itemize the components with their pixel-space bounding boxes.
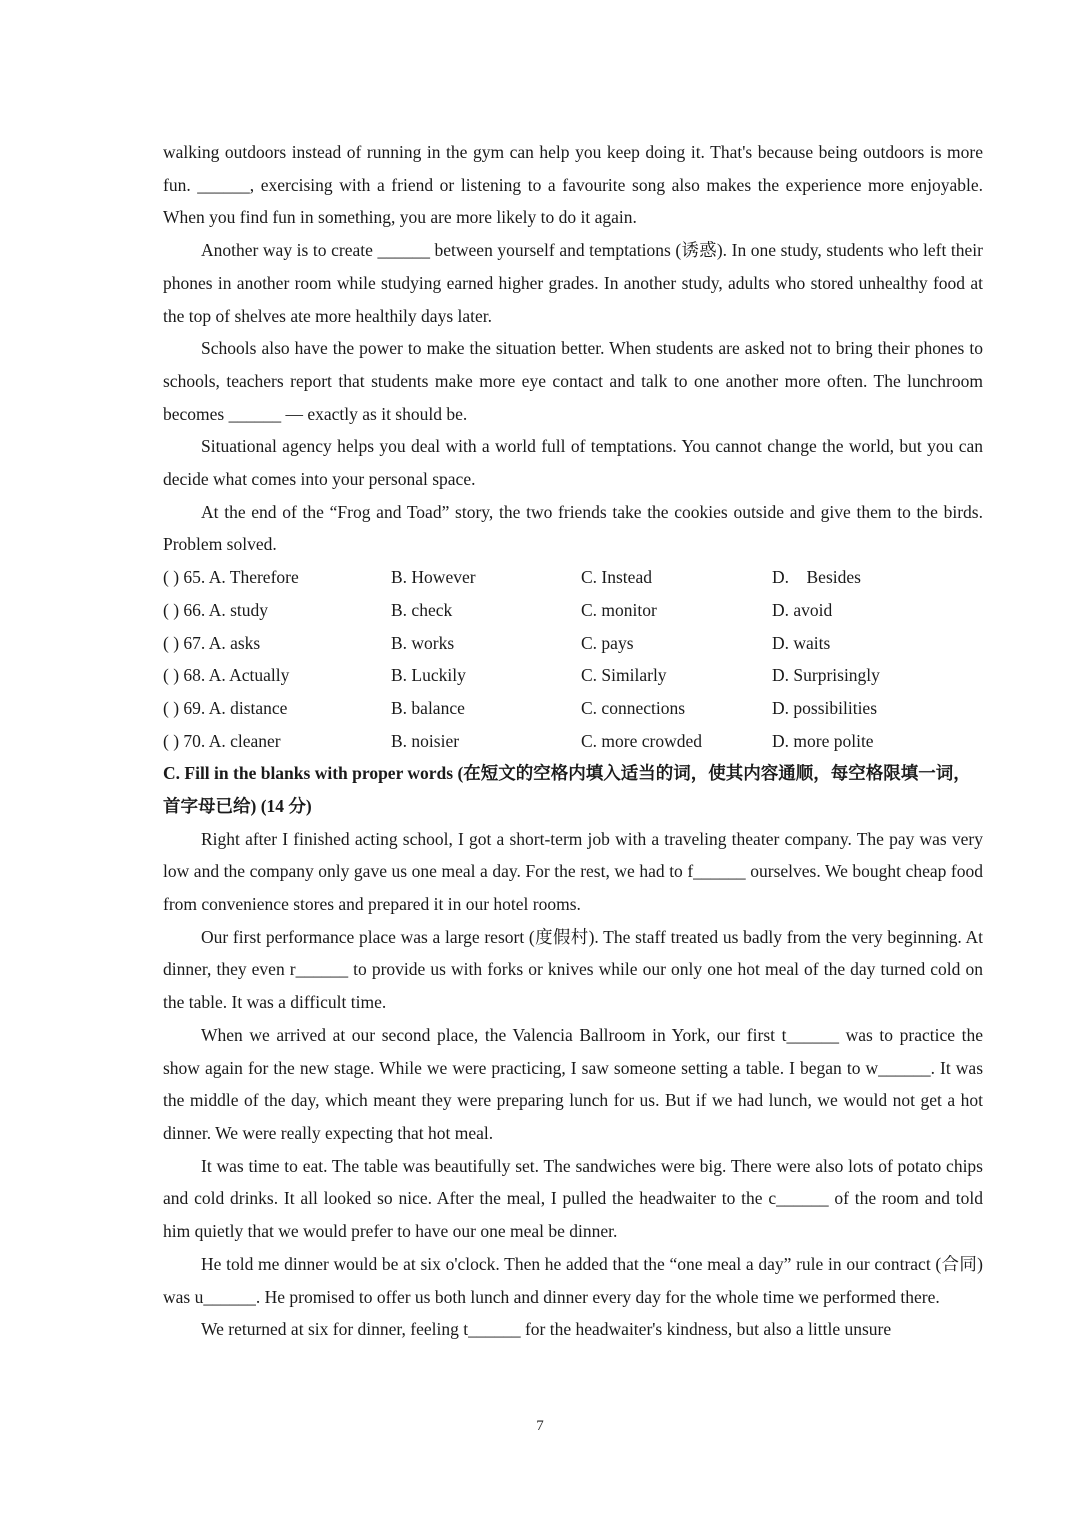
paragraph-returned-at-six: We returned at six for dinner, feeling t______ for the headwaiter's kindness, but also a little unsure <box>201 1319 892 1340</box>
section-c-title: C. Fill in the blanks with proper words (在短文的空格内填入适当的词，使其内容通顺，每空格限填一词，首字母已给) (14 分) <box>163 763 971 816</box>
option-67-b: B. works <box>391 632 455 653</box>
option-66-d: D. avoid <box>772 599 833 620</box>
answer-options <box>163 561 983 757</box>
option-row-65 <box>163 561 983 594</box>
paragraph-create-distance: Another way is to create ______ between yourself and temptations (诱惑). In one study, students who left their phones in another room while studying earned higher grades. In another study, adults who stored unhealthy food at the top of shelves ate more healthily days later. <box>163 240 983 326</box>
option-69-b: B. balance <box>391 697 465 718</box>
option-65-d: D. Besides <box>772 567 861 588</box>
option-68-d: D. Surprisingly <box>772 665 880 686</box>
option-row-70 <box>163 725 983 758</box>
option-69-c: C. connections <box>581 697 686 718</box>
paragraph-valencia-ballroom: When we arrived at our second place, the Valencia Ballroom in York, our first t______ was to practice the show again for the new stage. While we were practicing, I saw someone setting a table. I began to w______. It was the middle of the day, which meant they were preparing lunch for us. But if we had lunch, we would not get a hot dinner. We were really expecting that hot meal. <box>163 1024 983 1143</box>
option-70-a: ( ) 70. A. cleaner <box>163 730 281 751</box>
paragraph-dinner-at-six: He told me dinner would be at six o'clock. Then he added that the “one meal a day” rule in our contract (合同) was u______. He promised to offer us both lunch and dinner every day for the whole time we performed there. <box>163 1253 983 1307</box>
option-row-68 <box>163 659 983 692</box>
option-66-c: C. monitor <box>581 599 657 620</box>
option-68-b: B. Luckily <box>391 665 466 686</box>
option-65-b: B. However <box>391 567 476 588</box>
option-65-a: ( ) 65. A. Therefore <box>163 567 299 588</box>
page-number: 7 <box>536 1418 544 1434</box>
paragraph-exercise-fun: walking outdoors instead of running in the gym can help you keep doing it. That's because being outdoors is more fun. ______, exercising with a friend or listening to a favourite song also makes the experience more enjoyable. When you find fun in something, you are more likely to do it again. <box>163 142 983 228</box>
paragraph-situational-agency: Situational agency helps you deal with a world full of temptations. You cannot change the world, but you can decide what comes into your personal space. <box>163 436 983 490</box>
option-row-67 <box>163 627 983 660</box>
paragraph-time-to-eat: It was time to eat. The table was beautifully set. The sandwiches were big. There were also lots of potato chips and cold drinks. It all looked so nice. After the meal, I pulled the headwaiter to the c______ of the room and told him quietly that we would prefer to have our one meal be dinner. <box>163 1155 983 1242</box>
paragraph-acting-school: Right after I finished acting school, I got a short-term job with a traveling theater company. The pay was very low and the company only gave us one meal a day. For the rest, we had to f______ ourselves. We bought cheap food from convenience stores and prepared it in our hotel rooms. <box>163 828 983 915</box>
option-69-d: D. possibilities <box>772 697 878 718</box>
paragraph-schools-power: Schools also have the power to make the situation better. When students are asked not to bring their phones to schools, teachers report that students make more eye contact and talk to one another more often. The lunchroom becomes ______ — exactly as it should be. <box>163 338 983 424</box>
option-70-c: C. more crowded <box>581 730 703 751</box>
option-66-b: B. check <box>391 599 453 620</box>
option-row-66 <box>163 594 983 627</box>
document-body <box>163 136 983 1346</box>
paragraph-frog-and-toad: At the end of the “Frog and Toad” story, the two friends take the cookies outside and give them to the birds. Problem solved. <box>163 501 983 555</box>
option-69-a: ( ) 69. A. distance <box>163 697 288 718</box>
option-67-a: ( ) 67. A. asks <box>163 632 261 653</box>
option-65-c: C. Instead <box>581 567 652 588</box>
option-row-69 <box>163 692 983 725</box>
option-68-c: C. Similarly <box>581 665 667 686</box>
option-66-a: ( ) 66. A. study <box>163 599 268 620</box>
option-68-a: ( ) 68. A. Actually <box>163 665 290 686</box>
option-67-d: D. waits <box>772 632 831 653</box>
paragraph-first-performance: Our first performance place was a large resort (度假村). The staff treated us badly from the very beginning. At dinner, they even r______ to provide us with forks or knives while our only one hot meal of the day turned cold on the table. It was a difficult time. <box>163 926 983 1013</box>
option-70-b: B. noisier <box>391 730 460 751</box>
option-67-c: C. pays <box>581 632 634 653</box>
option-70-d: D. more polite <box>772 730 874 751</box>
